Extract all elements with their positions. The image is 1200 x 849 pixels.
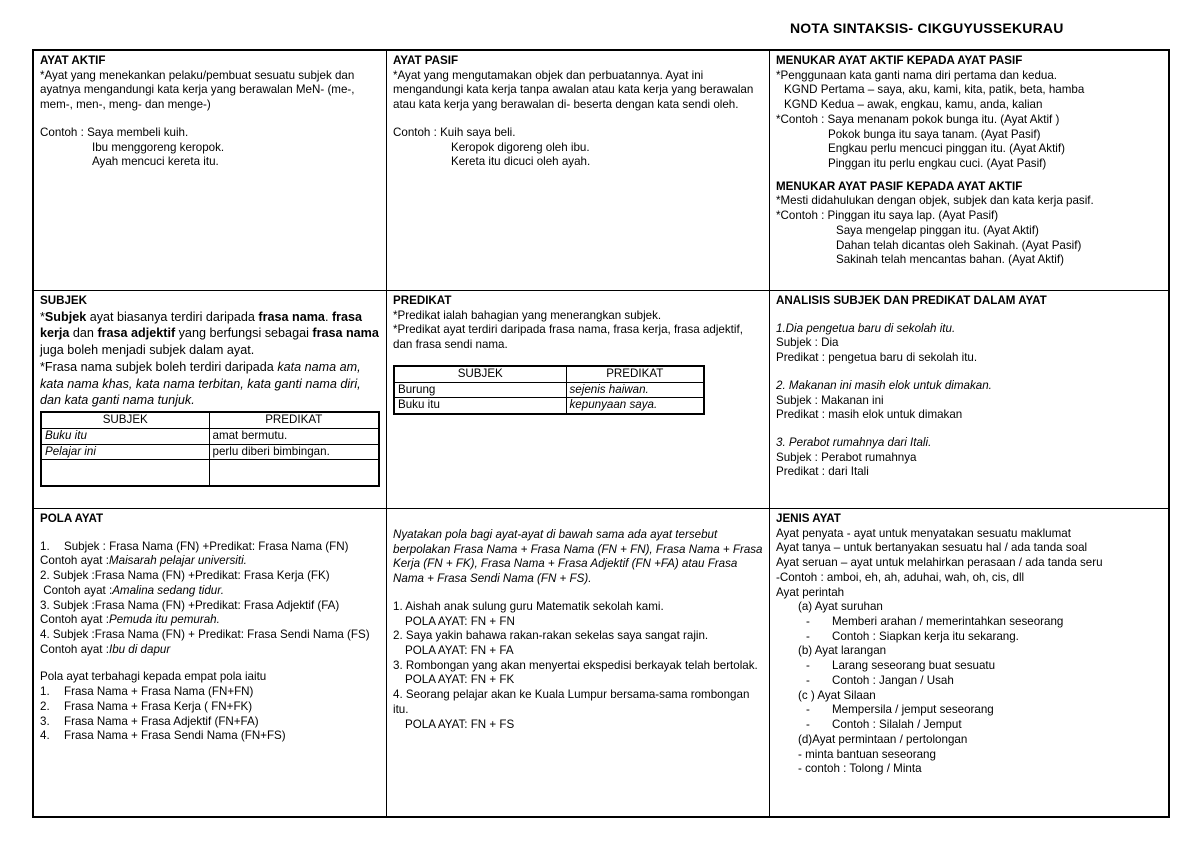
analisis-predikat: Predikat : pengetua baru di sekolah itu. bbox=[776, 351, 978, 365]
menukar-pasif-aktif-title: MENUKAR AYAT PASIF KEPADA AYAT AKTIF bbox=[776, 179, 1023, 193]
cell-subjek bbox=[34, 291, 387, 509]
jenis-line: Ayat tanya – untuk bertanyakan sesuatu hal / ada tanda soal bbox=[776, 541, 1088, 555]
ayat-pasif-desc: *Ayat yang mengutamakan objek dan perbuatannya. Ayat ini mengandungi kata kerja tanpa awalan atau kata kerja yang berawalan atau kata kerja yang berawalan di- beserta dengan kata sendi oleh. bbox=[393, 68, 754, 112]
latihan-question: 3. Rombongan yang akan menyertai ekspedisi berkayak telah bertolak. bbox=[393, 658, 758, 672]
cell-analisis bbox=[770, 291, 1168, 509]
ayat-aktif-desc: *Ayat yang menekankan pelaku/pembuat sesuatu subjek dan ayatnya mengandungi kata kerja yang berawalan MeN- (me-, mem-, men-, meng- dan menge-) bbox=[40, 68, 355, 112]
predikat-line-1: *Predikat ialah bahagian yang menerangkan subjek. bbox=[393, 308, 662, 322]
latihan-answer: POLA AYAT: FN + FA bbox=[405, 644, 514, 658]
ayat-pasif-example-3: Kereta itu dicuci oleh ayah. bbox=[451, 155, 591, 169]
table-cell: sejenis haiwan. bbox=[566, 382, 704, 398]
latihan-answer: POLA AYAT: FN + FK bbox=[405, 673, 515, 687]
table-cell: kepunyaan saya. bbox=[566, 398, 704, 414]
subjek-title: SUBJEK bbox=[40, 294, 88, 307]
menukar-aktif-pasif-title: MENUKAR AYAT AKTIF KEPADA AYAT PASIF bbox=[776, 54, 1023, 67]
analisis-example: 1.Dia pengetua baru di sekolah itu. bbox=[776, 321, 956, 335]
menukar-line: Saya mengelap pinggan itu. (Ayat Aktif) bbox=[836, 223, 1039, 237]
subjek-para-1: *Subjek ayat biasanya terdiri daripada frasa nama. frasa kerja dan frasa adjektif yang berfungsi sebagai frasa nama juga boleh menjadi subjek dalam ayat. bbox=[40, 309, 379, 358]
analisis-predikat: Predikat : dari Itali bbox=[776, 465, 869, 479]
list-item: - Contoh : Siapkan kerja itu sekarang. bbox=[806, 629, 1019, 643]
latihan-question: 4. Seorang pelajar akan ke Kuala Lumpur bersama-sama rombongan itu. bbox=[393, 688, 750, 716]
table-cell: Burung bbox=[394, 382, 566, 398]
ayat-pasif-title: AYAT PASIF bbox=[393, 54, 459, 67]
menukar-line: *Contoh : Pinggan itu saya lap. (Ayat Pasif) bbox=[776, 209, 999, 223]
table-header: PREDIKAT bbox=[209, 412, 379, 428]
latihan-answer: POLA AYAT: FN + FN bbox=[405, 614, 515, 628]
table-cell: Buku itu bbox=[41, 428, 209, 444]
cell-pola-ayat bbox=[34, 509, 387, 816]
list-item: - Contoh : Jangan / Usah bbox=[806, 673, 954, 687]
list-item: - Memberi arahan / memerintahkan seseorang bbox=[806, 615, 1064, 629]
latihan-answer: POLA AYAT: FN + FS bbox=[405, 717, 515, 731]
predikat-title: PREDIKAT bbox=[393, 294, 452, 307]
latihan-intro: Nyatakan pola bagi ayat-ayat di bawah sama ada ayat tersebut berpolakan Frasa Nama + Frasa Nama (FN + FN), Frasa Nama + Frasa Kerja (FN + FK), Frasa Nama + Frasa Adjektif (FN +FA) atau Frasa Nama + Frasa Sendi Nama (FN + FS). bbox=[393, 528, 763, 586]
pola-contoh: Contoh ayat :Ibu di dapur bbox=[40, 642, 171, 656]
menukar-line: KGND Pertama – saya, aku, kami, kita, patik, beta, hamba bbox=[784, 83, 1085, 97]
jenis-line: -Contoh : amboi, eh, ah, aduhai, wah, oh, cis, dll bbox=[776, 570, 1025, 584]
menukar-line: Engkau perlu mencuci pinggan itu. (Ayat Aktif) bbox=[828, 142, 1065, 156]
jenis-sub-label: (c ) Ayat Silaan bbox=[798, 688, 876, 702]
pola-item: 1. Subjek : Frasa Nama (FN) +Predikat: Frasa Nama (FN) bbox=[40, 539, 349, 553]
ayat-pasif-example-2: Keropok digoreng oleh ibu. bbox=[451, 140, 590, 154]
predikat-line-2: *Predikat ayat terdiri daripada frasa nama, frasa kerja, frasa adjektif, dan frasa sendi nama. bbox=[393, 323, 743, 352]
pola-item: 4. Subjek :Frasa Nama (FN) + Predikat: Frasa Sendi Nama (FS) bbox=[40, 628, 370, 642]
cell-jenis-ayat bbox=[770, 509, 1168, 816]
analisis-example: 2. Makanan ini masih elok untuk dimakan. bbox=[776, 378, 992, 392]
table-row bbox=[41, 428, 379, 444]
ayat-aktif-title: AYAT AKTIF bbox=[40, 54, 106, 67]
predikat-table bbox=[393, 365, 705, 415]
list-item: - Larang seseorang buat sesuatu bbox=[806, 659, 996, 673]
table-row bbox=[394, 382, 704, 398]
table-cell: Buku itu bbox=[394, 398, 566, 414]
pola-contoh: Contoh ayat :Pemuda itu pemurah. bbox=[40, 613, 220, 627]
pola-intro: Pola ayat terbahagi kepada empat pola iaitu bbox=[40, 670, 267, 684]
menukar-line: KGND Kedua – awak, engkau, kamu, anda, kalian bbox=[784, 98, 1043, 112]
analisis-predikat: Predikat : masih elok untuk dimakan bbox=[776, 408, 963, 422]
list-item: 1. Frasa Nama + Frasa Nama (FN+FN) bbox=[40, 685, 254, 699]
analisis-example: 3. Perabot rumahnya dari Itali. bbox=[776, 436, 932, 450]
list-item: - minta bantuan seseorang bbox=[798, 747, 936, 761]
menukar-line: *Penggunaan kata ganti nama diri pertama dan kedua. bbox=[776, 68, 1058, 82]
menukar-line: Pinggan itu perlu engkau cuci. (Ayat Pasif) bbox=[828, 157, 1047, 171]
table-cell: Pelajar ini bbox=[41, 444, 209, 460]
cell-ayat-pasif bbox=[387, 51, 770, 291]
list-item: - Contoh : Silalah / Jemput bbox=[806, 718, 962, 732]
jenis-line: Ayat perintah bbox=[776, 585, 845, 599]
table-row bbox=[394, 398, 704, 414]
jenis-line: Ayat penyata - ayat untuk menyatakan sesuatu maklumat bbox=[776, 526, 1071, 540]
pola-contoh: Contoh ayat :Amalina sedang tidur. bbox=[43, 583, 224, 597]
cell-predikat bbox=[387, 291, 770, 509]
menukar-line: Dahan telah dicantas oleh Sakinah. (Ayat Pasif) bbox=[836, 238, 1082, 252]
analisis-subjek: Subjek : Perabot rumahnya bbox=[776, 450, 917, 464]
jenis-sub-label: (b) Ayat larangan bbox=[798, 644, 887, 658]
jenis-line: Ayat seruan – ayat untuk melahirkan perasaan / ada tanda seru bbox=[776, 556, 1103, 570]
list-item: - Mempersila / jemput seseorang bbox=[806, 703, 994, 717]
cell-menukar-ayat bbox=[770, 51, 1168, 291]
analisis-title: ANALISIS SUBJEK DAN PREDIKAT DALAM AYAT bbox=[776, 294, 1047, 307]
subjek-table bbox=[40, 411, 380, 487]
jenis-sub-label: (a) Ayat suruhan bbox=[798, 600, 883, 614]
analisis-subjek: Subjek : Dia bbox=[776, 336, 839, 350]
table-header: PREDIKAT bbox=[566, 366, 704, 382]
list-item: 4. Frasa Nama + Frasa Sendi Nama (FN+FS) bbox=[40, 729, 286, 743]
ayat-aktif-example-2: Ibu menggoreng keropok. bbox=[92, 140, 225, 154]
menukar-line: *Mesti didahulukan dengan objek, subjek dan kata kerja pasif. bbox=[776, 194, 1094, 208]
menukar-line: Pokok bunga itu saya tanam. (Ayat Pasif) bbox=[828, 127, 1041, 141]
jenis-sub-label: (d)Ayat permintaan / pertolongan bbox=[798, 732, 968, 746]
page-header: NOTA SINTAKSIS- CIKGUYUSSEKURAU bbox=[790, 20, 1064, 36]
analisis-subjek: Subjek : Makanan ini bbox=[776, 393, 884, 407]
table-row bbox=[41, 444, 379, 460]
pola-item: 2. Subjek :Frasa Nama (FN) +Predikat: Frasa Kerja (FK) bbox=[40, 569, 330, 583]
latihan-question: 1. Aishah anak sulung guru Matematik sekolah kami. bbox=[393, 599, 664, 613]
ayat-pasif-example-1: Contoh : Kuih saya beli. bbox=[393, 125, 516, 139]
pola-item: 3. Subjek :Frasa Nama (FN) +Predikat: Frasa Adjektif (FA) bbox=[40, 598, 340, 612]
latihan-question: 2. Saya yakin bahawa rakan-rakan sekelas saya sangat rajin. bbox=[393, 629, 709, 643]
menukar-line: *Contoh : Saya menanam pokok bunga itu. (Ayat Aktif ) bbox=[776, 112, 1060, 126]
subjek-para-2: *Frasa nama subjek boleh terdiri daripada kata nama am, kata nama khas, kata nama terbitan, kata ganti nama diri, dan kata ganti nama tunjuk. bbox=[40, 359, 361, 408]
table-header: SUBJEK bbox=[394, 366, 566, 382]
list-item: 3. Frasa Nama + Frasa Adjektif (FN+FA) bbox=[40, 714, 259, 728]
jenis-title: JENIS AYAT bbox=[776, 512, 841, 525]
notes-grid bbox=[32, 49, 1170, 818]
list-item: - contoh : Tolong / Minta bbox=[798, 762, 922, 776]
pola-contoh: Contoh ayat :Maisarah pelajar universiti. bbox=[40, 554, 247, 568]
cell-latihan-pola bbox=[387, 509, 770, 816]
pola-title: POLA AYAT bbox=[40, 512, 104, 525]
table-header: SUBJEK bbox=[41, 412, 209, 428]
ayat-aktif-example-1: Contoh : Saya membeli kuih. bbox=[40, 125, 189, 139]
ayat-aktif-example-3: Ayah mencuci kereta itu. bbox=[92, 155, 219, 169]
table-cell: perlu diberi bimbingan. bbox=[209, 444, 379, 460]
table-cell: amat bermutu. bbox=[209, 428, 379, 444]
list-item: 2. Frasa Nama + Frasa Kerja ( FN+FK) bbox=[40, 699, 253, 713]
cell-ayat-aktif bbox=[34, 51, 387, 291]
menukar-line: Sakinah telah mencantas bahan. (Ayat Aktif) bbox=[836, 253, 1064, 267]
